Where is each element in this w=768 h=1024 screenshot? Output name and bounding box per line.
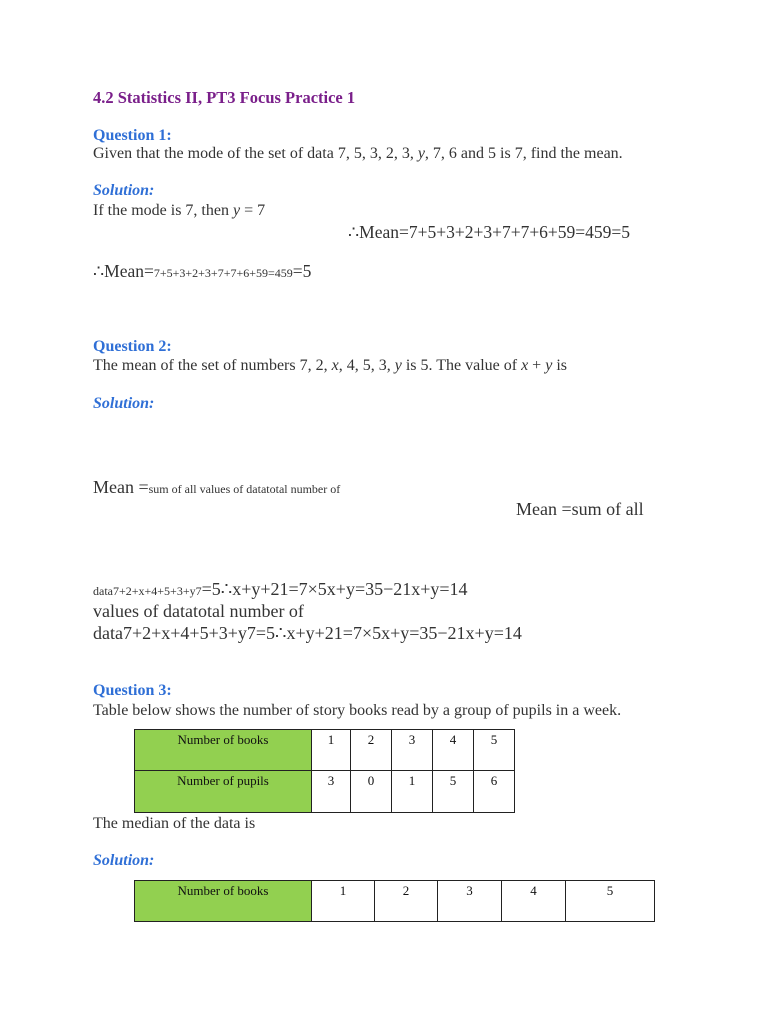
variable-y: y	[417, 145, 425, 162]
mean-label: ∴Mean=	[93, 261, 154, 281]
table-cell: 3	[312, 771, 351, 813]
page-title: 4.2 Statistics II, PT3 Focus Practice 1	[93, 88, 356, 107]
mean-equation-right: ∴Mean=7+5+3+2+3+7+7+6+59=459=5	[348, 222, 631, 242]
table-cell: 5	[433, 771, 474, 813]
mean-formula-label: Mean =	[93, 477, 149, 497]
table-cell: 3	[392, 730, 433, 771]
mean-formula-right: Mean =sum of all	[516, 499, 644, 519]
median-question-text: The median of the data is	[93, 815, 256, 832]
table-cell: 0	[351, 771, 392, 813]
mean-formula-small: sum of all values of datatotal number of	[148, 482, 341, 496]
solution-2-line-a-small: data7+2+x+4+5+3+y7	[93, 584, 202, 598]
table-cell: 1	[312, 730, 351, 771]
variable-y: y	[232, 202, 241, 219]
row-header-books: Number of books	[135, 881, 312, 922]
solution-2-line-a	[93, 579, 468, 600]
table-cell: 1	[312, 881, 375, 922]
solution-1-heading: Solution:	[93, 182, 155, 199]
table-cell: 4	[502, 881, 566, 922]
row-header-books: Number of books	[135, 730, 312, 771]
question-1-text-part: , 7, 6 and 5 is 7, find the mean.	[424, 145, 623, 162]
mean-equals: =	[268, 266, 275, 280]
variable-y: y	[545, 357, 553, 374]
table-row-books	[135, 730, 515, 771]
table-cell: 2	[351, 730, 392, 771]
mean-numerator: 7+5+3+2+3+7+7+6+59	[153, 266, 268, 280]
mean-formula-left	[93, 477, 340, 498]
table-cell: 6	[474, 771, 515, 813]
table-cell: 2	[375, 881, 438, 922]
table-cell: 5	[474, 730, 515, 771]
question-2-text-part: The mean of the set of numbers 7, 2,	[93, 357, 332, 374]
question-2-text-part: is	[552, 357, 567, 374]
variable-x: x	[521, 357, 529, 374]
mean-equation-left	[93, 261, 311, 282]
solution-2-line-a-big: =5∴x+y+21=7×5x+y=35−21x+y=14	[201, 579, 468, 599]
solution-1-text-part: If the mode is 7, then	[93, 202, 233, 219]
question-2-text-part: , 4, 5, 3,	[338, 357, 395, 374]
table-cell: 5	[566, 881, 655, 922]
question-3-heading: Question 3:	[93, 682, 172, 699]
question-1-text-part: Given that the mode of the set of data 7, 5, 3, 2, 3,	[93, 145, 418, 162]
solution-3-heading: Solution:	[93, 852, 155, 869]
question-2-text-part: +	[528, 357, 546, 374]
question-2-text-part: is 5. The value of	[401, 357, 522, 374]
books-pupils-table	[134, 729, 515, 813]
table-row-pupils	[135, 771, 515, 813]
question-1-heading: Question 1:	[93, 127, 172, 144]
table-cell: 3	[438, 881, 502, 922]
solution-1-text-part: = 7	[240, 202, 266, 219]
variable-x: x	[331, 357, 339, 374]
question-1-text	[93, 145, 623, 163]
table-cell: 1	[392, 771, 433, 813]
table-row-books	[135, 881, 655, 922]
books-table-solution	[134, 880, 655, 922]
row-header-pupils: Number of pupils	[135, 771, 312, 813]
solution-2-line-b: values of datatotal number of	[93, 601, 304, 621]
variable-y: y	[394, 357, 402, 374]
question-2-text	[93, 357, 567, 375]
mean-result: =5	[292, 261, 312, 281]
table-cell: 4	[433, 730, 474, 771]
solution-1-line	[93, 202, 265, 220]
solution-2-line-c: data7+2+x+4+5+3+y7=5∴x+y+21=7×5x+y=35−21x+y=14	[93, 623, 522, 643]
solution-2-heading: Solution:	[93, 395, 155, 412]
question-2-heading: Question 2:	[93, 338, 172, 355]
question-3-text: Table below shows the number of story books read by a group of pupils in a week.	[93, 702, 622, 719]
mean-fraction: 459	[274, 266, 293, 280]
